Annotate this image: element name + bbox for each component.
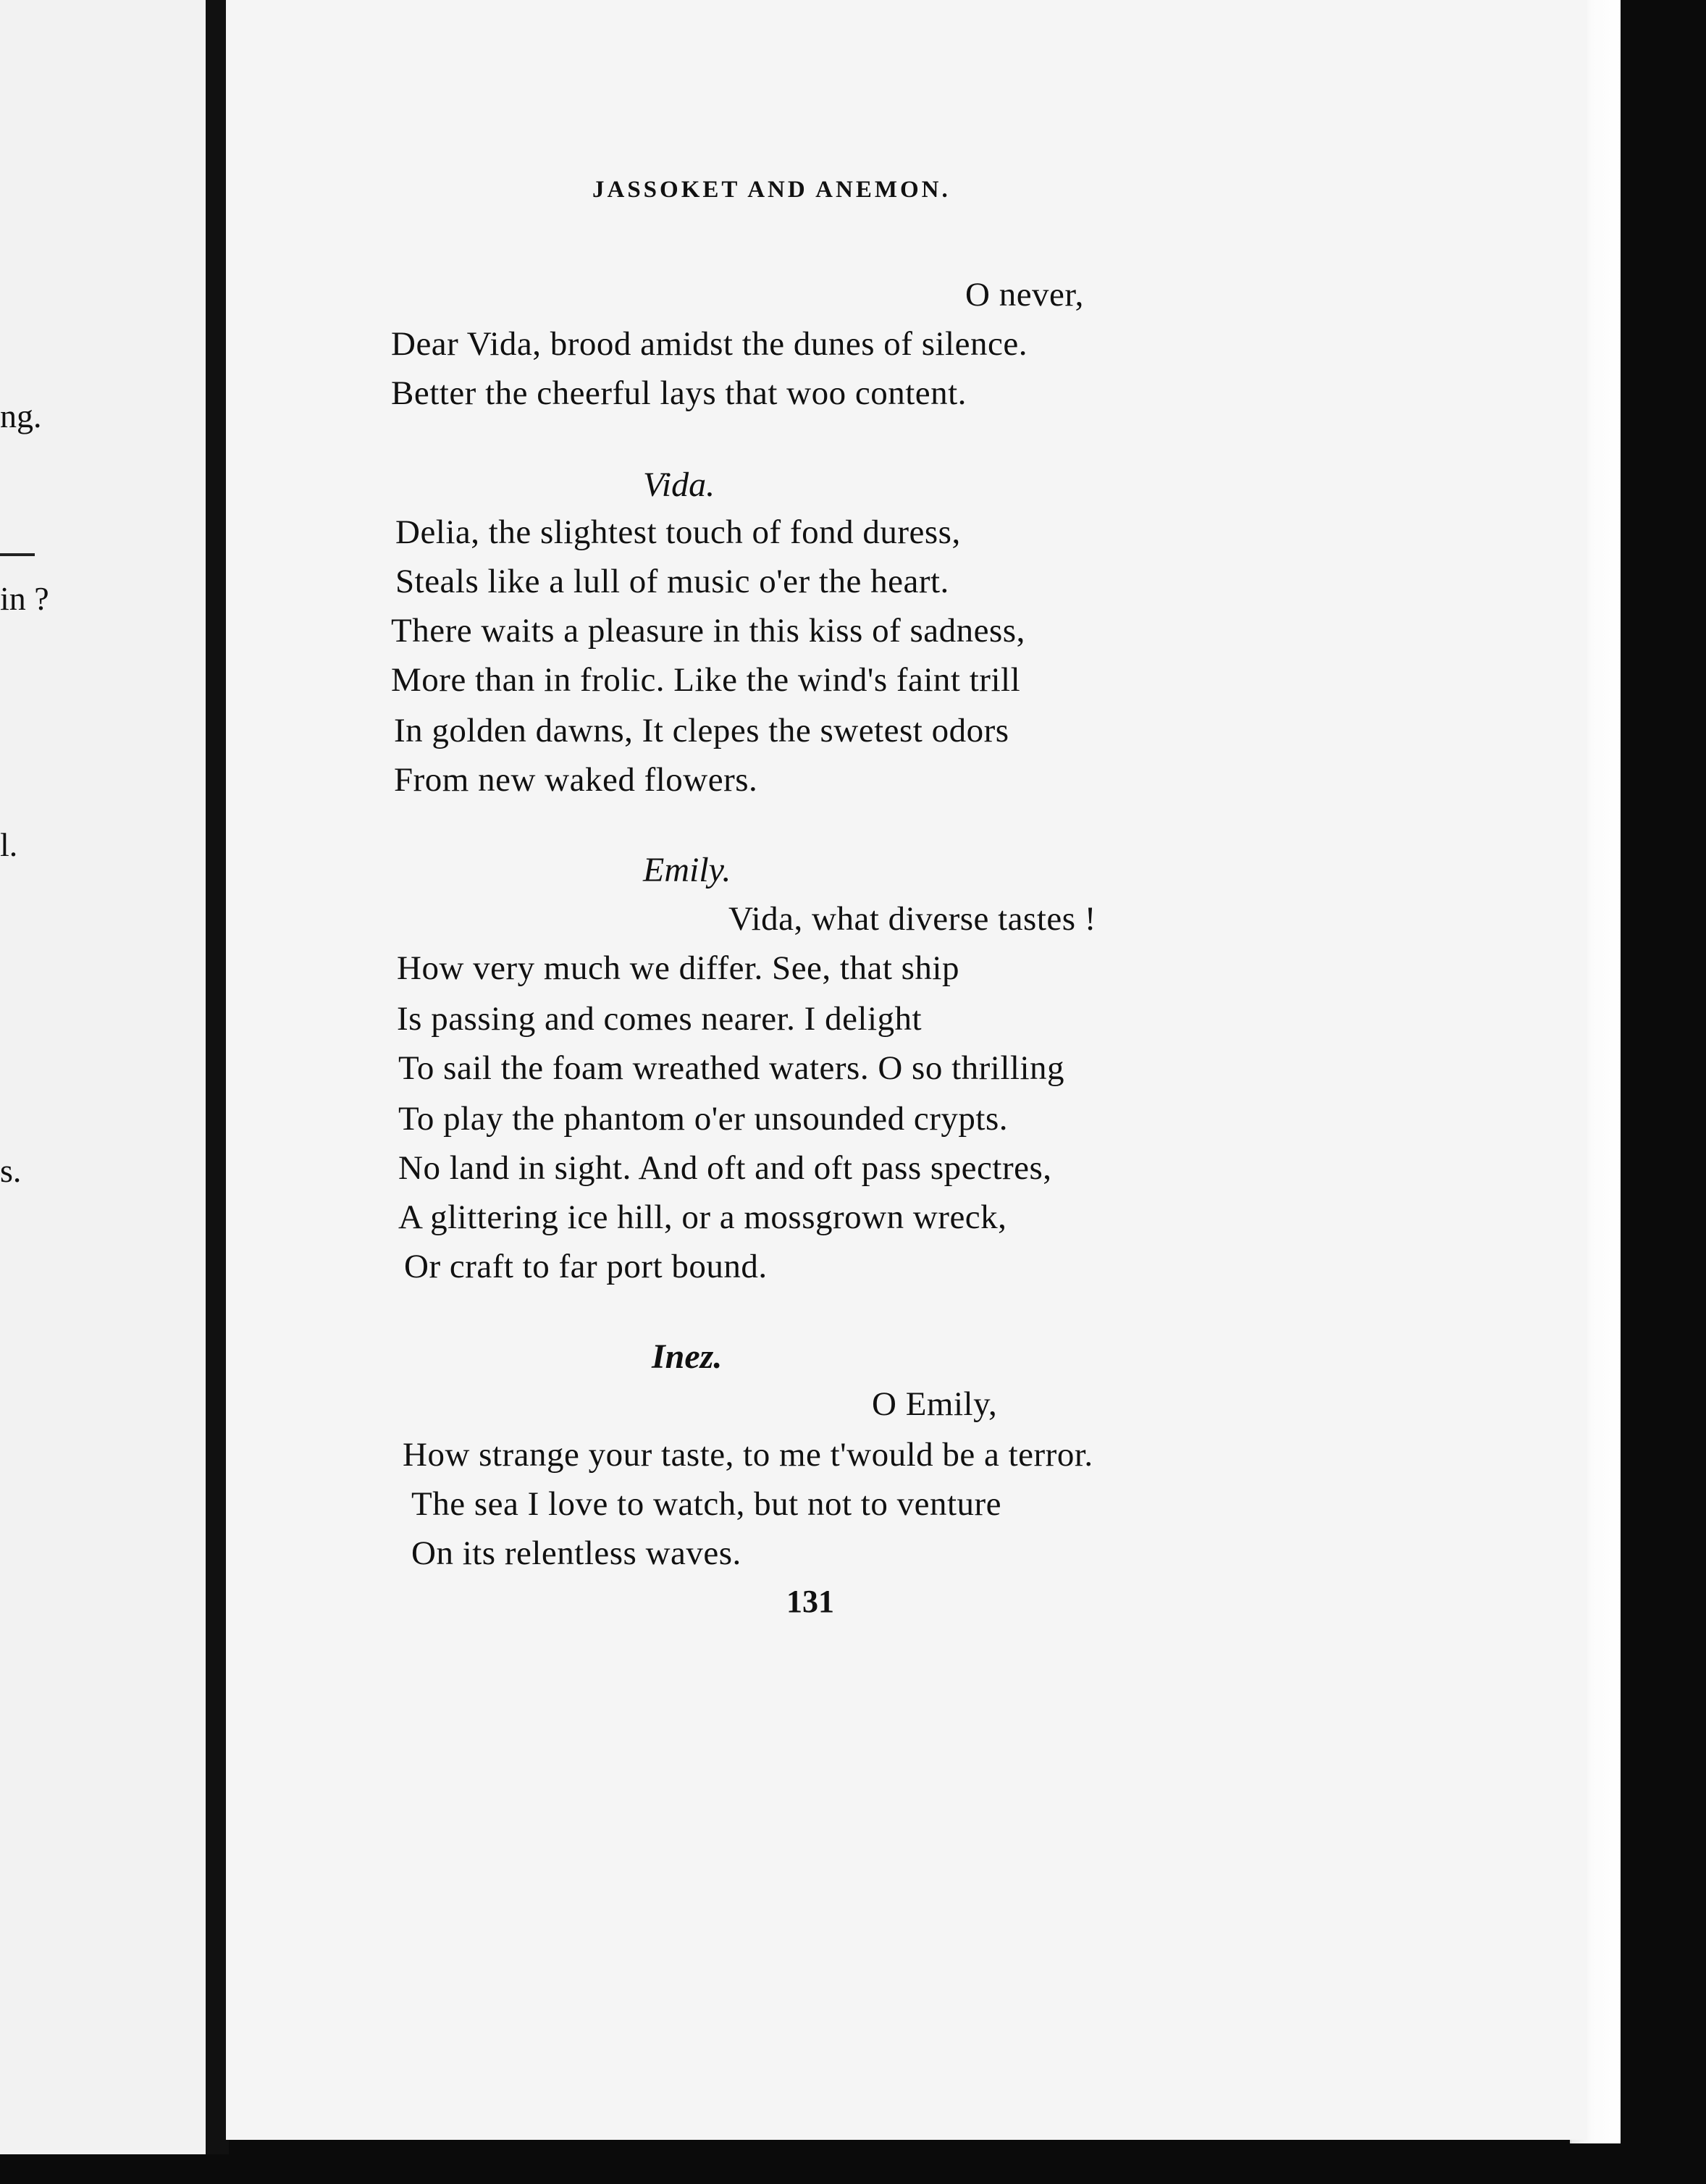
- verse-line: Dear Vida, brood amidst the dunes of silence.: [391, 325, 1028, 363]
- scan-border: [1621, 0, 1706, 2143]
- left-page-fragment: ng.: [0, 398, 42, 434]
- verse-line: No land in sight. And oft and oft pass spectres,: [398, 1149, 1052, 1187]
- speaker-name: Vida.: [643, 466, 715, 504]
- verse-line: How very much we differ. See, that ship: [397, 949, 959, 987]
- left-page-rule: [0, 553, 35, 556]
- verse-line: More than in frolic. Like the wind's faint trill: [391, 661, 1021, 699]
- verse-line: On its relentless waves.: [411, 1534, 741, 1572]
- verse-line: Vida, what diverse tastes !: [728, 900, 1096, 938]
- verse-line: Delia, the slightest touch of fond duress,: [395, 513, 961, 551]
- left-page-edge: [0, 0, 210, 2154]
- verse-line: In golden dawns, It clepes the swetest odors: [394, 712, 1009, 749]
- page-number: 131: [786, 1584, 834, 1619]
- verse-line: A glittering ice hill, or a mossgrown wreck,: [398, 1198, 1007, 1236]
- speaker-name: Emily.: [643, 851, 731, 889]
- verse-line: From new waked flowers.: [394, 761, 758, 799]
- left-page-fragment: in ?: [0, 580, 49, 617]
- running-head: JASSOKET AND ANEMON.: [592, 177, 951, 203]
- verse-line: There waits a pleasure in this kiss of sadness,: [391, 612, 1025, 650]
- verse-line: Is passing and comes nearer. I delight: [397, 1000, 923, 1038]
- verse-line: O never,: [965, 276, 1084, 314]
- verse-line: To play the phantom o'er unsounded crypts.: [398, 1100, 1008, 1138]
- verse-line: Steals like a lull of music o'er the heart.: [395, 563, 949, 600]
- left-page-fragment: s.: [0, 1152, 22, 1189]
- verse-line: O Emily,: [872, 1385, 998, 1423]
- verse-line: Better the cheerful lays that woo content.: [391, 374, 967, 412]
- speaker-name: Inez.: [652, 1337, 723, 1376]
- left-page-fragment: l.: [0, 826, 18, 863]
- verse-line: How strange your taste, to me t'would be a terror.: [403, 1436, 1093, 1474]
- verse-line: The sea I love to watch, but not to venture: [411, 1485, 1002, 1523]
- verse-line: To sail the foam wreathed waters. O so thrilling: [398, 1049, 1065, 1087]
- verse-line: Or craft to far port bound.: [404, 1248, 768, 1285]
